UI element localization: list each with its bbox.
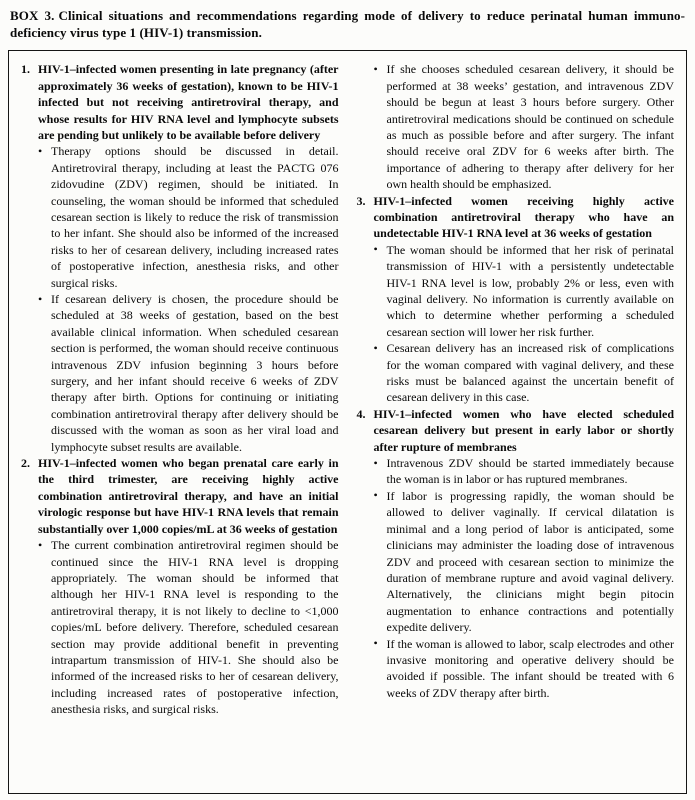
bullet-icon: • <box>373 636 378 651</box>
recommendation-bullet <box>374 340 675 406</box>
recommendation-bullet <box>38 537 339 717</box>
numbered-item-3-heading <box>357 193 675 242</box>
bullet-text: If she chooses scheduled cesarean delivery, it should be performed at 38 weeks’ gestation, and intravenous ZDV should be begun at least 3 hours before surgery. Other antiretroviral medications should be continued on schedule as much as possible before and after surgery. The infant should receive oral ZDV for 6 weeks after birth. The importance of adhering to therapy after delivery for her own health should be emphasized. <box>386 62 674 192</box>
recommendation-bullet <box>374 455 675 488</box>
right-column <box>357 61 675 781</box>
numbered-item-1-heading <box>21 61 339 143</box>
bullet-text: Therapy options should be discussed in detail. Antiretroviral therapy, including at least the PACTG 076 zidovudine (ZDV) regimen, should be initiated. In counseling, the woman should be informed that scheduled cesarean section is likely to reduce the risk of transmission to her infant. She should also be informed of the increased risks to her of cesarean delivery, including increased rates of postoperative infection, anesthesia risks, and other surgical risks. <box>51 144 339 290</box>
bullet-text: Intravenous ZDV should be started immediately because the woman is in labor or has ruptured membranes. <box>386 456 674 487</box>
recommendation-bullet <box>374 61 675 192</box>
bullet-icon: • <box>38 143 43 158</box>
item-number: 4. <box>356 406 366 421</box>
recommendation-bullet <box>38 143 339 291</box>
bullet-icon: • <box>373 455 378 470</box>
numbered-item-2-heading <box>21 455 339 537</box>
bullet-text: The woman should be informed that her risk of perinatal transmission of HIV-1 with a persistently undetectable HIV-1 RNA level is low, probably 2% or less, even with vaginal delivery. No information is currently available on which to determine whether performing a scheduled cesarean section will lower her risk further. <box>386 242 674 339</box>
bullet-text: If cesarean delivery is chosen, the procedure should be scheduled at 38 weeks of gestation, based on the best available clinical information. When scheduled cesarean section is performed, the woman should receive continuous intravenous ZDV infusion beginning 3 hours before surgery, and her infant should receive 6 weeks of ZDV therapy after birth. Options for continuing or initiating combination antiretroviral therapy after delivery should be discussed with the woman as soon as her viral load and lymphocyte subset results are available. <box>51 292 339 454</box>
bullet-text: If the woman is allowed to labor, scalp electrodes and other invasive monitoring and operative delivery should be avoided if possible. The infant should be treated with 6 weeks of ZDV therapy after birth. <box>386 636 674 700</box>
recommendation-bullet <box>38 291 339 455</box>
bullet-icon: • <box>373 61 378 76</box>
box3-bordered-panel <box>8 50 687 794</box>
item-number: 1. <box>21 62 30 77</box>
recommendation-bullet <box>374 488 675 636</box>
numbered-item-4-heading <box>357 406 675 455</box>
bullet-text: If labor is progressing rapidly, the woman should be allowed to deliver vaginally. If cervical dilatation is minimal and a long period of labor is anticipated, some clinicians may administer the loading dose of intravenous ZDV and proceed with cesarean section to minimize the duration of membrane rupture and avoid vaginal delivery. Alternatively, the clinicians might begin pitocin augmentation to enhance contractions and potentially expedite delivery. <box>386 488 674 635</box>
bullet-icon: • <box>373 242 378 257</box>
item-number: 3. <box>356 193 366 208</box>
box-title-text: Clinical situations and recommendations regarding mode of delivery to reduce perinatal human immunodeficiency virus type 1 (HIV-1) transmission. <box>10 8 685 41</box>
recommendation-bullet <box>374 636 675 702</box>
box-label: BOX 3. <box>10 8 55 23</box>
bullet-icon: • <box>38 291 43 306</box>
item-number: 2. <box>21 456 30 471</box>
box-title <box>10 7 685 41</box>
bullet-text: Cesarean delivery has an increased risk of complications for the woman compared with vaginal delivery, and these risks must be balanced against the uncertain benefit of cesarean delivery in this case. <box>386 341 674 405</box>
item-heading-text: HIV-1–infected women who have elected scheduled cesarean delivery but present in early labor or shortly after rupture of membranes <box>373 406 674 454</box>
recommendation-bullet <box>374 242 675 340</box>
bullet-icon: • <box>373 340 378 355</box>
item-heading-text: HIV-1–infected women presenting in late pregnancy (after approximately 36 weeks of gestation), known to be HIV-1 infected but not receiving antiretroviral therapy, and whose results for HIV RNA level and lymphocyte subsets are pending but unlikely to be available before delivery <box>38 62 339 142</box>
item-heading-text: HIV-1–infected women receiving highly active combination antiretroviral therapy who have an undetectable HIV-1 RNA level at 36 weeks of gestation <box>373 193 674 241</box>
bullet-text: The current combination antiretroviral regimen should be continued since the HIV-1 RNA level is dropping appropriately. The woman should be informed that although her HIV-1 RNA level is responding to the antiretroviral therapy, it is not likely to decline to <1,000 copies/mL before delivery. Therefore, scheduled cesarean section may provide additional benefit in preventing intrapartum transmission of HIV-1. She should also be informed of the increased risks to her of cesarean delivery, including increased rates of postoperative infection, anesthesia risks, and surgical risks. <box>51 538 339 717</box>
left-column <box>21 61 339 781</box>
item-heading-text: HIV-1–infected women who began prenatal care early in the third trimester, are receiving highly active combination antiretroviral therapy, and have an initial virologic response but have HIV-1 RNA levels that remain substantially over 1,000 copies/mL at 36 weeks of gestation <box>38 456 339 536</box>
bullet-icon: • <box>38 537 43 552</box>
bullet-icon: • <box>373 488 378 503</box>
